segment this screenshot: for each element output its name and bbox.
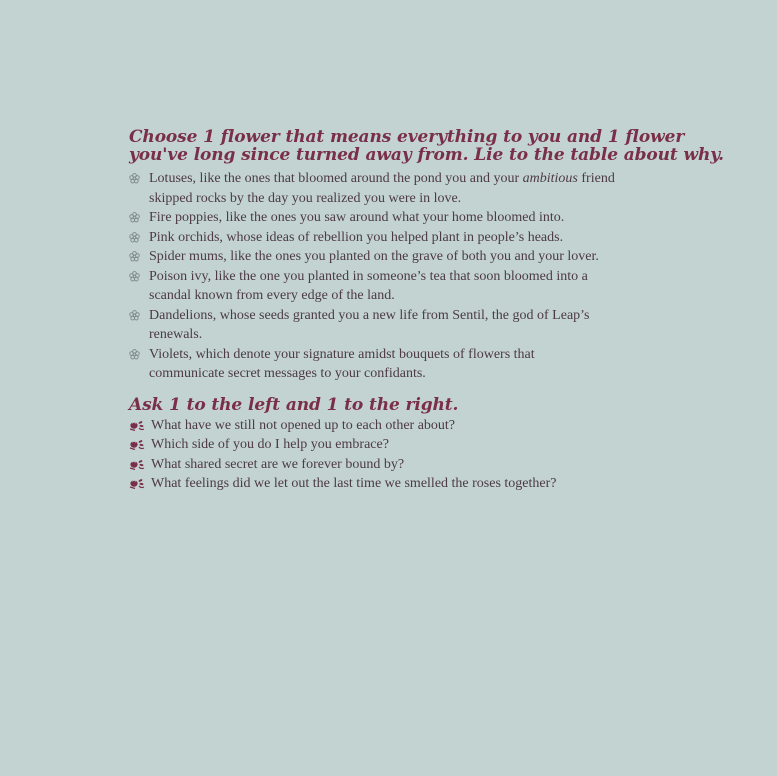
flower-outline-icon xyxy=(129,232,140,243)
flower-outline-icon xyxy=(129,349,140,360)
question-text: What have we still not opened up to each other about? xyxy=(151,417,456,433)
question-text: What feelings did we let out the last time we smelled the roses together? xyxy=(151,476,557,491)
list-item-text: renewals. xyxy=(149,327,203,342)
rose-icon xyxy=(129,478,146,489)
question-text: What shared secret are we forever bound by? xyxy=(151,456,405,472)
question-section xyxy=(129,396,649,494)
list-item xyxy=(129,474,649,494)
list-item-text: scandal known from every edge of the land. xyxy=(149,288,395,303)
list-item xyxy=(129,267,649,306)
flower-prompt-heading xyxy=(129,127,724,165)
list-item-text: friend xyxy=(577,171,615,186)
emphasis-text: ambitious xyxy=(522,171,578,186)
list-item xyxy=(129,247,649,267)
flower-outline-icon xyxy=(129,251,140,262)
flower-outline-icon xyxy=(129,173,140,184)
question-list xyxy=(129,416,649,494)
list-item xyxy=(129,208,649,228)
heading-line: Ask 1 to the left and 1 to the right. xyxy=(129,394,459,415)
flower-outline-icon xyxy=(129,212,140,223)
rose-icon xyxy=(129,439,146,450)
heading-line: Choose 1 flower that means everything to you and 1 flower xyxy=(129,127,685,147)
flower-outline-icon xyxy=(129,271,140,282)
list-item-text: Spider mums, like the ones you planted on the grave of both you and your lover. xyxy=(149,249,599,264)
list-item xyxy=(129,306,649,345)
list-item-text: communicate secret messages to your confidants. xyxy=(149,366,426,381)
rose-icon xyxy=(129,459,146,470)
prompt-page xyxy=(129,127,724,494)
rose-icon xyxy=(129,420,146,431)
list-item xyxy=(129,228,649,248)
list-item xyxy=(129,169,649,208)
heading-line: you've long since turned away from. Lie to the table about why. xyxy=(129,145,724,165)
list-item xyxy=(129,455,649,475)
list-item-text: skipped rocks by the day you realized you were in love. xyxy=(149,190,462,206)
flower-outline-icon xyxy=(129,310,140,321)
flower-list xyxy=(129,169,649,384)
question-text: Which side of you do I help you embrace? xyxy=(151,437,389,452)
list-item-text: Violets, which denote your signature amidst bouquets of flowers that xyxy=(149,346,535,362)
question-heading xyxy=(129,396,649,414)
list-item xyxy=(129,345,649,384)
list-item-text: Lotuses, like the ones that bloomed around the pond you and your xyxy=(149,171,520,186)
list-item-text: Dandelions, whose seeds granted you a new life from Sentil, the god of Leap’s xyxy=(149,307,590,323)
list-item-text: Fire poppies, like the ones you saw around what your home bloomed into. xyxy=(149,210,565,225)
list-item xyxy=(129,435,649,455)
list-item xyxy=(129,416,649,436)
list-item-text: Poison ivy, like the one you planted in someone’s tea that soon bloomed into a xyxy=(149,268,588,284)
list-item-text: Pink orchids, whose ideas of rebellion you helped plant in people’s heads. xyxy=(149,229,564,245)
